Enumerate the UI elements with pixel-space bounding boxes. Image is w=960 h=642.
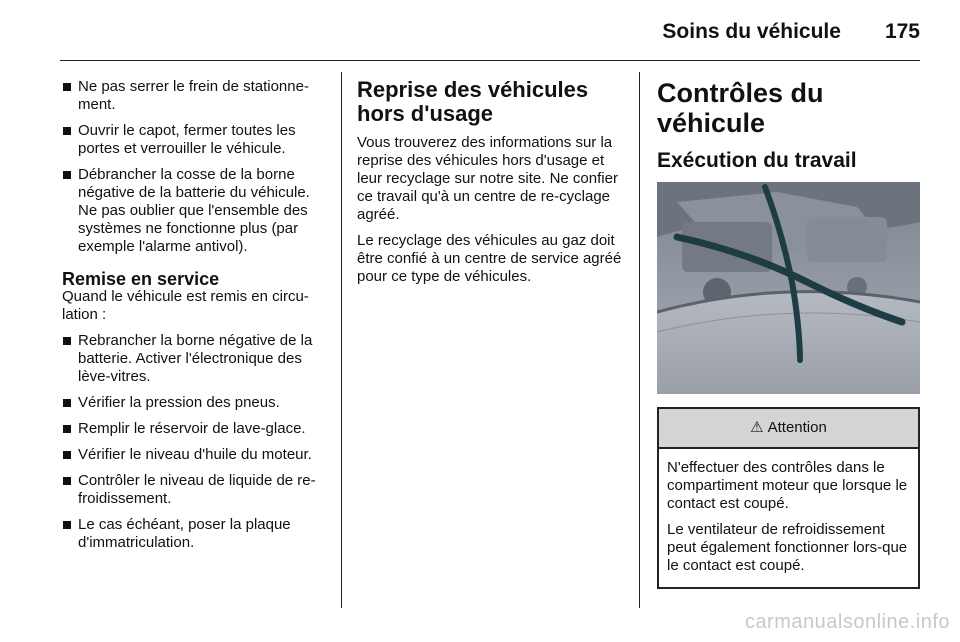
bullet-square-icon [63, 337, 71, 345]
column-3 [657, 78, 920, 589]
bullet-square-icon [63, 83, 71, 91]
list-item: Vérifier le niveau d'huile du moteur. [62, 446, 326, 464]
list-item: Rebrancher la borne négative de la batterie. Activer l'électronique des lève-vitres. [62, 332, 326, 386]
warning-body [659, 449, 918, 587]
list-item: Contrôler le niveau de liquide de re-froidissement. [62, 472, 326, 508]
column-2 [357, 78, 625, 294]
page-number: 175 [884, 20, 920, 43]
bullet-square-icon [63, 451, 71, 459]
paragraph: Le ventilateur de refroidissement peut également fonctionner lors-que le contact est coupé. [667, 521, 908, 574]
section-heading-controles: Contrôles du véhicule [657, 78, 824, 138]
paragraph: N'effectuer des contrôles dans le compartiment moteur que lorsque le contact est coupé. [667, 459, 908, 512]
warning-triangle-icon: ⚠ [750, 419, 764, 436]
list-item: Le cas échéant, poser la plaque d'immatriculation. [62, 516, 326, 552]
bullet-square-icon [63, 399, 71, 407]
bullet-square-icon [63, 425, 71, 433]
section-heading-reprise: Reprise des véhicules hors d'usage [357, 77, 589, 126]
subsection-heading: Exécution du travail [657, 149, 857, 172]
list-item: Ne pas serrer le frein de stationne-ment. [62, 78, 326, 114]
section-heading-remise: Remise en service [62, 269, 220, 289]
list-item: Ouvrir le capot, fermer toutes les portes et verrouiller le véhicule. [62, 122, 326, 158]
engine-bay-photo [657, 182, 920, 394]
warning-title: Attention [767, 419, 827, 436]
list-item: Vérifier la pression des pneus. [62, 394, 326, 412]
column-1 [62, 78, 326, 560]
section-intro: Quand le véhicule est remis en circu-lation : [62, 288, 309, 323]
warning-box [657, 407, 920, 589]
bullet-square-icon [63, 477, 71, 485]
list-item: Débrancher la cosse de la borne négative de la batterie du véhicule. Ne pas oublier que l'ensemble des systèmes ne fonctionne plus (par exemple l'alarme antivol). [62, 166, 326, 256]
bullet-square-icon [63, 521, 71, 529]
bullet-square-icon [63, 171, 71, 179]
warning-header [659, 409, 918, 449]
paragraph: Le recyclage des véhicules au gaz doit être confié à un centre de service agréé pour ce type de véhicules. [357, 232, 622, 285]
list-item: Remplir le réservoir de lave-glace. [62, 420, 326, 438]
watermark: carmanualsonline.info [744, 611, 950, 633]
header-title: Soins du véhicule [662, 20, 841, 43]
paragraph: Vous trouverez des informations sur la reprise des véhicules hors d'usage et leur recyclage sur notre site. Ne confier ce travail qu'à un centre de re-cyclage agréé. [357, 134, 618, 223]
column-divider-1 [341, 72, 342, 608]
header-rule [60, 60, 920, 61]
page-header [60, 20, 920, 44]
bullet-square-icon [63, 127, 71, 135]
column-divider-2 [639, 72, 640, 608]
